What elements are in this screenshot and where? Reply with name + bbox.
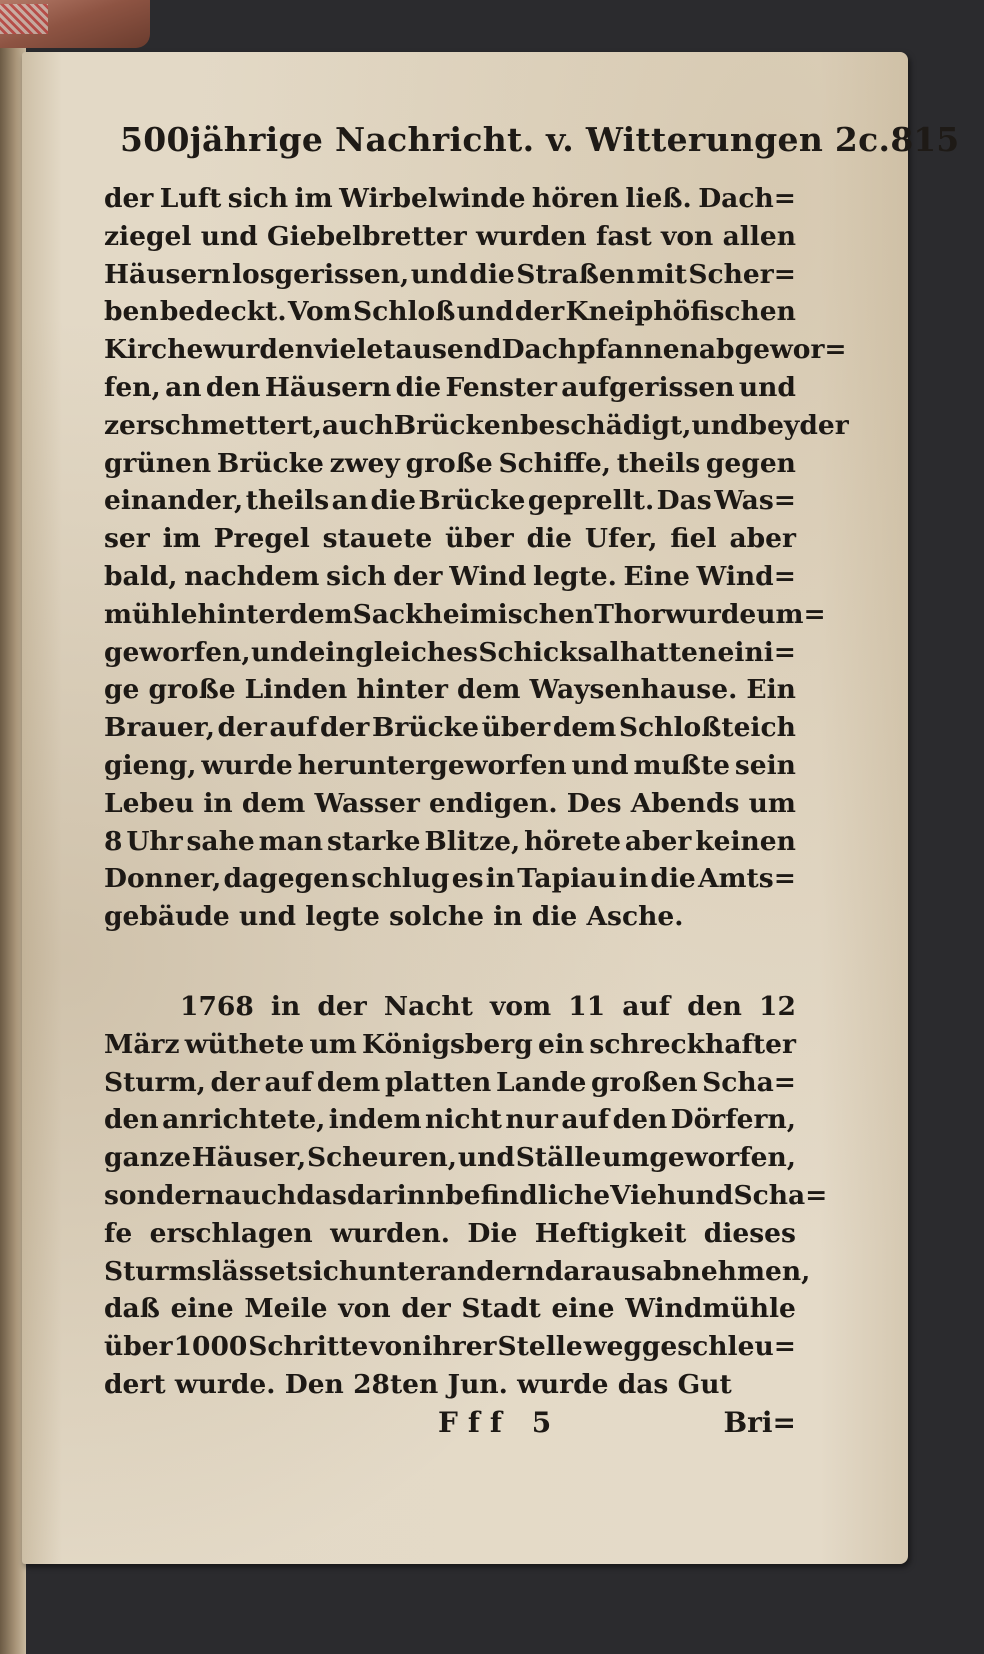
body-text bbox=[104, 180, 849, 1404]
text-line: zerschmettert, auch Brücken beschädigt, und bey der bbox=[104, 409, 849, 441]
text-line: einander, theils an die Brücke geprellt. Das Was= bbox=[104, 485, 796, 517]
catchword: Bri= bbox=[723, 1406, 796, 1439]
running-head-title: 500jährige Nachricht. v. Witterungen 2c. bbox=[120, 120, 891, 159]
page-footer bbox=[104, 1406, 796, 1450]
text-line: ser im Pregel stauete über die Ufer, fiel aber bbox=[104, 523, 796, 555]
text-line: geworfen, und ein gleiches Schicksal hatten eini= bbox=[104, 636, 796, 668]
text-line: dert wurde. Den 28ten Jun. wurde das Gut bbox=[104, 1368, 732, 1400]
paragraph-2 bbox=[104, 988, 828, 1404]
text-line: ben bedeckt. Vom Schloß und der Kneiphöfischen bbox=[104, 296, 796, 328]
text-line: fen, an den Häusern die Fenster aufgerissen und bbox=[104, 371, 796, 403]
text-line: über 1000 Schritte von ihrer Stelle weggeschleu= bbox=[104, 1331, 796, 1363]
text-line: mühle hinter dem Sackheimischen Thor wurde um= bbox=[104, 598, 826, 630]
text-line: Sturms lässet sich unter andern daraus abnehmen, bbox=[104, 1255, 811, 1287]
text-line: Sturm, der auf dem platten Lande großen Scha= bbox=[104, 1066, 796, 1098]
text-line: Lebeu in dem Wasser endigen. Des Abends um bbox=[104, 787, 796, 819]
paragraph-spacing bbox=[104, 936, 796, 988]
text-line: grünen Brücke zwey große Schiffe, theils gegen bbox=[104, 447, 796, 479]
text-line: gebäude und legte solche in die Asche. bbox=[104, 901, 684, 933]
text-line: daß eine Meile von der Stadt eine Windmühle bbox=[104, 1293, 796, 1325]
text-line: ge große Linden hinter dem Waysenhause. Ein bbox=[104, 674, 796, 706]
text-line: März wüthete um Königsberg ein schreckhafter bbox=[104, 1028, 796, 1060]
text-line: Donner, dagegen schlug es in Tapiau in die Amts= bbox=[104, 863, 796, 895]
text-line: den anrichtete, indem nicht nur auf den Dörfern, bbox=[104, 1104, 796, 1136]
paragraph-1 bbox=[104, 180, 849, 936]
page-number: 815 bbox=[890, 120, 960, 159]
text-line: bald, nachdem sich der Wind legte. Eine Wind= bbox=[104, 560, 796, 592]
text-line: Häusern losgerissen, und die Straßen mit Scher= bbox=[104, 258, 796, 290]
text-line: Brauer, der auf der Brücke über dem Schloßteich bbox=[104, 712, 796, 744]
text-line: ziegel und Giebelbretter wurden fast von allen bbox=[104, 220, 796, 252]
text-line: Kirche wurden viele tausend Dachpfannen abgewor= bbox=[104, 334, 847, 366]
text-line: 8 Uhr sahe man starke Blitze, hörete aber keinen bbox=[104, 825, 796, 857]
text-line: 1768 in der Nacht vom 11 auf den 12 bbox=[180, 990, 796, 1022]
book-binding-corner bbox=[0, 0, 150, 48]
running-head bbox=[120, 120, 960, 160]
text-line: fe erschlagen wurden. Die Heftigkeit dieses bbox=[104, 1217, 796, 1249]
signature-mark: Fff 5 bbox=[438, 1406, 562, 1439]
text-line: sondern auch das darinn befindliche Vieh und Scha= bbox=[104, 1179, 828, 1211]
text-line: gieng, wurde heruntergeworfen und mußte sein bbox=[104, 749, 796, 781]
text-line: ganze Häuser, Scheuren, und Ställe umgeworfen, bbox=[104, 1142, 796, 1174]
text-line: der Luft sich im Wirbelwinde hören ließ. Dach= bbox=[104, 183, 796, 214]
